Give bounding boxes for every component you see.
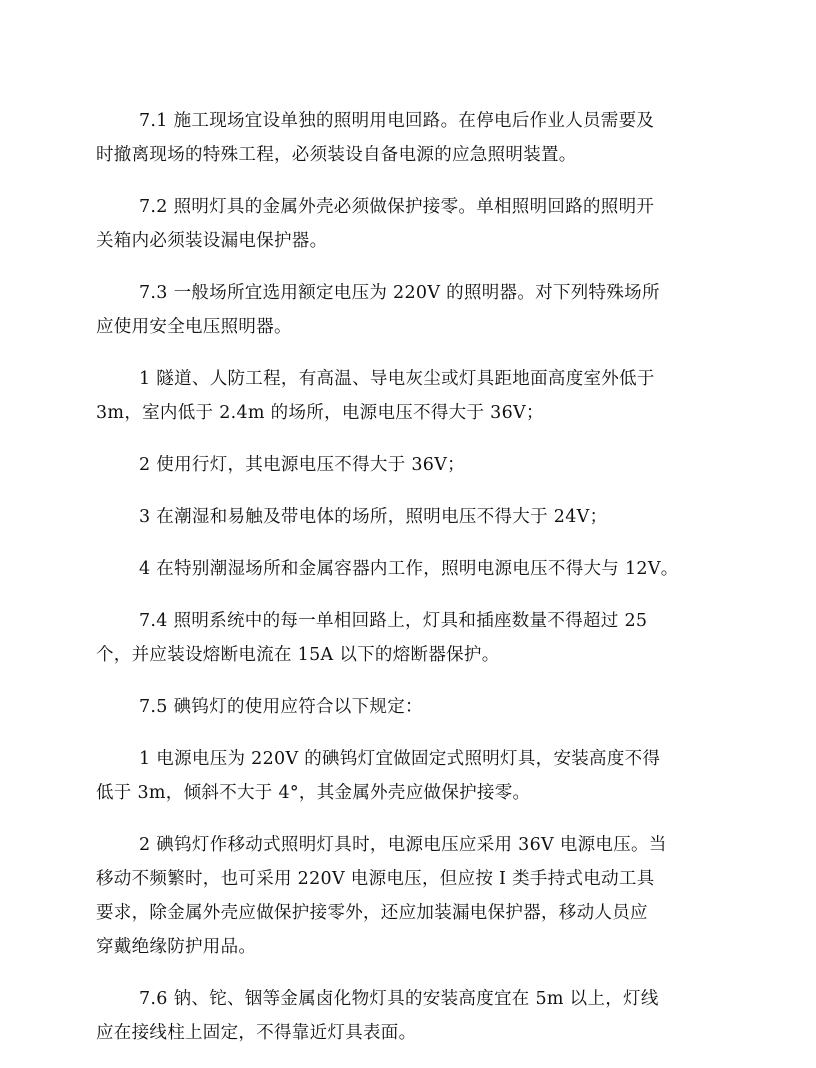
- text-line: 时撤离现场的特殊工程，必须装设自备电源的应急照明装置。: [96, 145, 577, 165]
- text-line: 1 电源电压为 220V 的碘钨灯宜做固定式照明灯具，安装高度不得: [139, 749, 661, 769]
- list-item-7-5-1: [96, 742, 728, 810]
- list-item-7-3-3: [96, 500, 728, 534]
- text-line: 穿戴绝缘防护用品。: [96, 937, 257, 957]
- text-line: 应在接线柱上固定，不得靠近灯具表面。: [96, 1023, 417, 1043]
- text-line: 7.2 照明灯具的金属外壳必须做保护接零。单相照明回路的照明开: [139, 197, 655, 217]
- text-line: 低于 3m，倾斜不大于 4°，其金属外壳应做保护接零。: [96, 783, 531, 803]
- paragraph-7-3: [96, 276, 728, 344]
- paragraph-7-2: [96, 190, 728, 258]
- text-line: 要求，除金属外壳应做保护接零外，还应加装漏电保护器，移动人员应: [96, 903, 648, 923]
- text-line: 4 在特别潮湿场所和金属容器内工作，照明电源电压不得大与 12V。: [139, 559, 679, 579]
- text-line: 7.3 一般场所宜选用额定电压为 220V 的照明器。对下列特殊场所: [139, 283, 660, 303]
- text-line: 7.6 钠、铊、铟等金属卤化物灯具的安装高度宜在 5m 以上，灯线: [139, 989, 659, 1009]
- text-line: 7.1 施工现场宜设单独的照明用电回路。在停电后作业人员需要及: [139, 111, 655, 131]
- document-body: [96, 104, 728, 1068]
- text-line: 个，并应装设熔断电流在 15A 以下的熔断器保护。: [96, 645, 500, 665]
- list-item-7-3-4: [96, 552, 728, 586]
- list-item-7-5-2: [96, 828, 728, 964]
- paragraph-7-4: [96, 604, 728, 672]
- text-line: 7.5 碘钨灯的使用应符合以下规定：: [139, 697, 423, 717]
- text-line: 3m，室内低于 2.4m 的场所，电源电压不得大于 36V；: [96, 403, 544, 423]
- paragraph-7-6: [96, 982, 728, 1050]
- text-line: 移动不频繁时，也可采用 220V 电源电压，但应按 I 类手持式电动工具: [96, 869, 655, 889]
- list-item-7-3-1: [96, 362, 728, 430]
- text-line: 关箱内必须装设漏电保护器。: [96, 231, 328, 251]
- text-line: 应使用安全电压照明器。: [96, 317, 292, 337]
- text-line: 2 碘钨灯作移动式照明灯具时，电源电压应采用 36V 电源电压。当: [139, 835, 667, 855]
- paragraph-7-5: [96, 690, 728, 724]
- paragraph-7-1: [96, 104, 728, 172]
- text-line: 2 使用行灯，其电源电压不得大于 36V；: [139, 455, 465, 475]
- text-line: 1 隧道、人防工程，有高温、导电灰尘或灯具距地面高度室外低于: [139, 369, 655, 389]
- text-line: 7.4 照明系统中的每一单相回路上，灯具和插座数量不得超过 25: [139, 611, 648, 631]
- text-line: 3 在潮湿和易触及带电体的场所，照明电压不得大于 24V；: [139, 507, 608, 527]
- list-item-7-3-2: [96, 448, 728, 482]
